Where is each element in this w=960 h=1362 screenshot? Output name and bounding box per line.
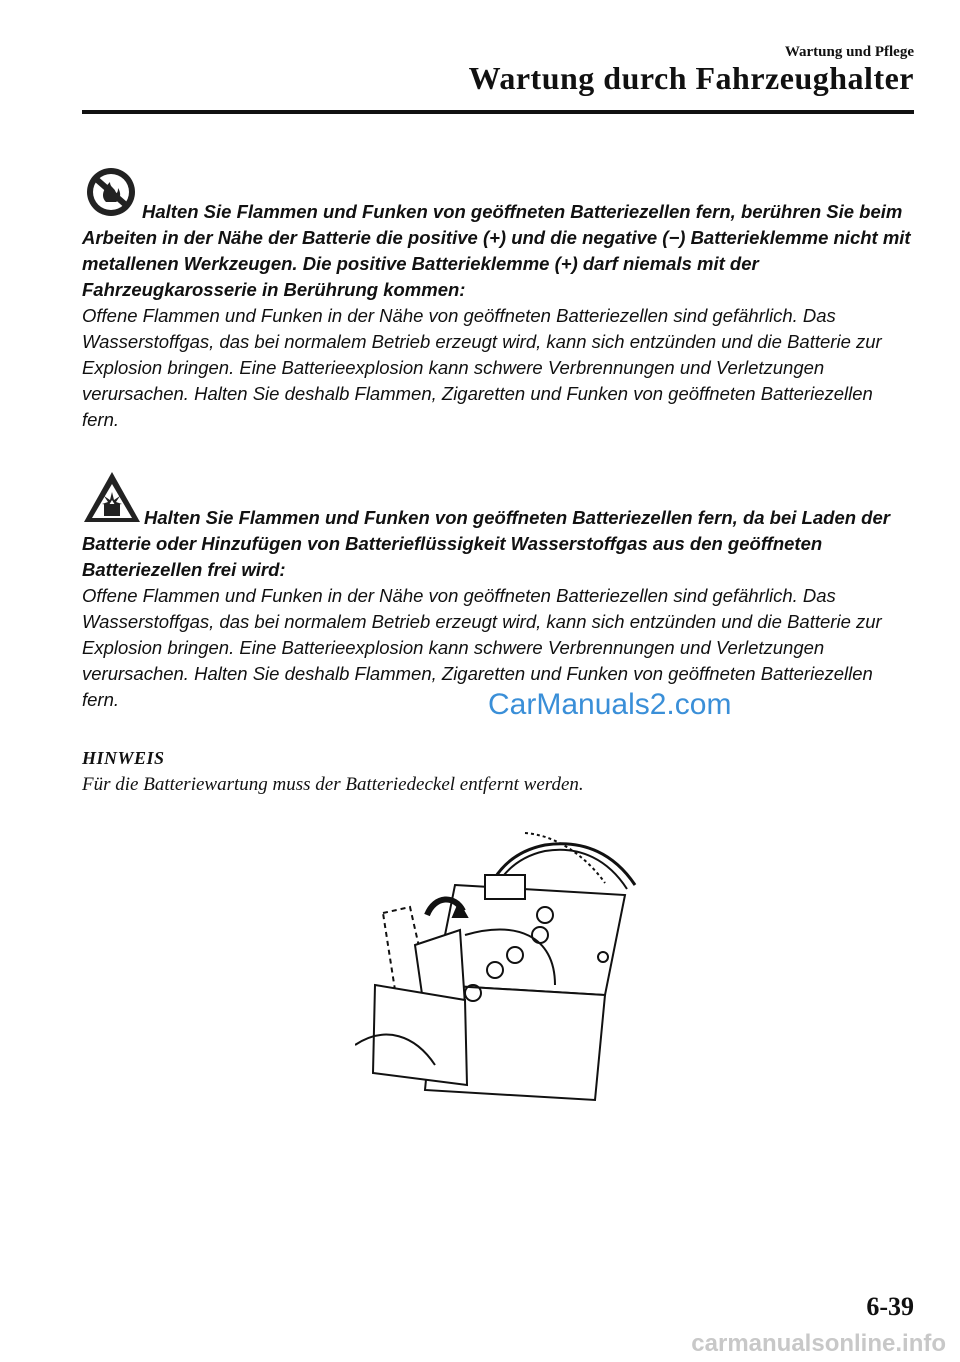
- footer-watermark: carmanualsonline.info: [691, 1330, 946, 1357]
- no-flame-icon: [82, 166, 140, 225]
- battery-cover-illustration: [355, 825, 655, 1110]
- page-title: Wartung durch Fahrzeughalter: [468, 60, 914, 96]
- warning-block-2: [82, 470, 912, 713]
- section-header: Wartung und Pflege: [784, 44, 914, 60]
- warning-2-heading: Halten Sie Flammen und Funken von geöffneten Batteriezellen fern, da bei Laden der Batterie oder Hinzufügen von Batterieflüssigkeit Wasserstoffgas aus den geöffneten Batteriezellen frei wird:: [82, 507, 890, 580]
- note-text: Für die Batteriewartung muss der Batteriedeckel entfernt werden.: [82, 774, 584, 795]
- warning-2-body: Offene Flammen und Funken in der Nähe von geöffneten Batteriezellen sind gefährlich. Das Wasserstoffgas, das bei normalem Betrieb erzeugt wird, kann sich entzünden und die Batterie zur Explosion bringen. Eine Batterieexplosion kann schwere Verbrennungen und Verletzungen verursachen. Halten Sie deshalb Flammen, Zigaretten und Funken von geöffneten Batteriezellen fern.: [82, 585, 882, 710]
- page-number: 6-39: [866, 1292, 914, 1321]
- warning-1-heading: Halten Sie Flammen und Funken von geöffneten Batteriezellen fern, berühren Sie beim Arbeiten in der Nähe der Batterie die positive (+) und die negative (−) Batterieklemme nicht mit metallenen Werkzeugen. Die positive Batterieklemme (+) darf niemals mit der Fahrzeugkarosserie in Berührung kommen:: [82, 201, 911, 300]
- watermark: CarManuals2.com: [488, 688, 732, 721]
- explosion-warning-icon: [82, 470, 142, 531]
- note-heading: HINWEIS: [82, 748, 165, 768]
- header-rule: [82, 110, 914, 114]
- warning-block-1: [82, 166, 912, 433]
- warning-1-body: Offene Flammen und Funken in der Nähe von geöffneten Batteriezellen sind gefährlich. Das Wasserstoffgas, das bei normalem Betrieb erzeugt wird, kann sich entzünden und die Batterie zur Explosion bringen. Eine Batterieexplosion kann schwere Verbrennungen und Verletzungen verursachen. Halten Sie deshalb Flammen, Zigaretten und Funken von geöffneten Batteriezellen fern.: [82, 305, 882, 430]
